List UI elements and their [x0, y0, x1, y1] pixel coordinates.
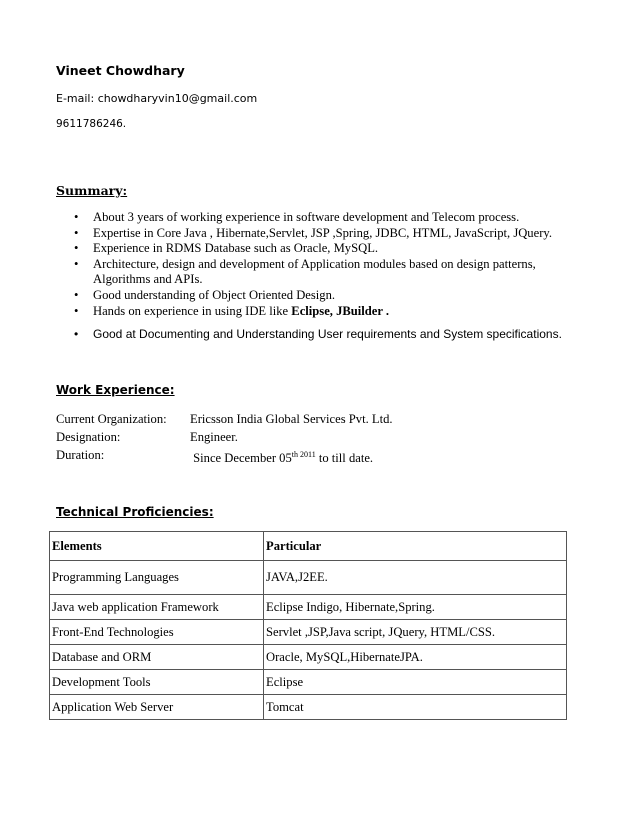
table-cell: Programming Languages — [50, 561, 264, 595]
table-cell: Database and ORM — [50, 645, 264, 670]
table-row — [50, 595, 567, 620]
duration-row — [56, 446, 393, 467]
designation-label: Designation: — [56, 430, 121, 444]
phone-number: 9611786246. — [56, 118, 127, 130]
table-cell: Oracle, MySQL,HibernateJPA. — [264, 645, 567, 670]
table-cell: Development Tools — [50, 670, 264, 695]
summary-item-ide — [74, 304, 594, 320]
summary-heading: Summary: — [56, 183, 128, 198]
column-header: Elements — [50, 532, 264, 561]
table-cell: Front-End Technologies — [50, 620, 264, 645]
work-heading: Work Experience: — [56, 383, 175, 397]
duration-label: Duration: — [56, 448, 105, 462]
summary-item: • Good at Documenting and Understanding User requirements and System specifications. — [74, 327, 594, 343]
table-cell: Tomcat — [264, 695, 567, 720]
column-header: Particular — [264, 532, 567, 561]
summary-item: • Experience in RDMS Database such as Oracle, MySQL. — [74, 241, 594, 257]
table-cell: Eclipse Indigo, Hibernate,Spring. — [264, 595, 567, 620]
duration-prefix: Since December 05 — [193, 451, 292, 466]
table-row — [50, 695, 567, 720]
table-cell: Java web application Framework — [50, 595, 264, 620]
duration-value — [190, 446, 373, 467]
summary-item: • About 3 years of working experience in software development and Telecom process. — [74, 210, 594, 226]
table-row — [50, 561, 567, 595]
email-text: E-mail: chowdharyvin10@gmail.com — [56, 92, 258, 105]
duration-sup: th 2011 — [291, 450, 316, 459]
table-cell: Application Web Server — [50, 695, 264, 720]
table-row — [50, 645, 567, 670]
designation-row — [56, 428, 393, 446]
table-cell: Servlet ,JSP,Java script, JQuery, HTML/CSS. — [264, 620, 567, 645]
summary-item: • Architecture, design and development of Application modules based on design patterns, Algorithms and APIs. — [74, 257, 594, 288]
summary-list — [74, 210, 594, 343]
org-label: Current Organization: — [56, 412, 167, 426]
candidate-name: Vineet Chowdhary — [56, 63, 185, 78]
summary-item: • Good understanding of Object Oriented Design. — [74, 288, 594, 304]
org-value: Ericsson India Global Services Pvt. Ltd. — [190, 412, 393, 426]
ide-prefix: Hands on experience in using IDE like — [93, 303, 292, 318]
table-row — [50, 670, 567, 695]
tech-table — [49, 531, 567, 720]
ide-bold: Eclipse, JBuilder . — [291, 303, 390, 318]
org-row — [56, 410, 393, 428]
table-cell: Eclipse — [264, 670, 567, 695]
work-details — [56, 410, 393, 467]
duration-suffix: to till date. — [315, 451, 374, 466]
designation-value: Engineer. — [190, 430, 238, 444]
summary-item: • Expertise in Core Java , Hibernate,Servlet, JSP ,Spring, JDBC, HTML, JavaScript, JQuery. — [74, 226, 594, 242]
tech-heading: Technical Proficiencies: — [56, 505, 214, 519]
table-header-row — [50, 532, 567, 561]
table-cell: JAVA,J2EE. — [264, 561, 567, 595]
table-row — [50, 620, 567, 645]
